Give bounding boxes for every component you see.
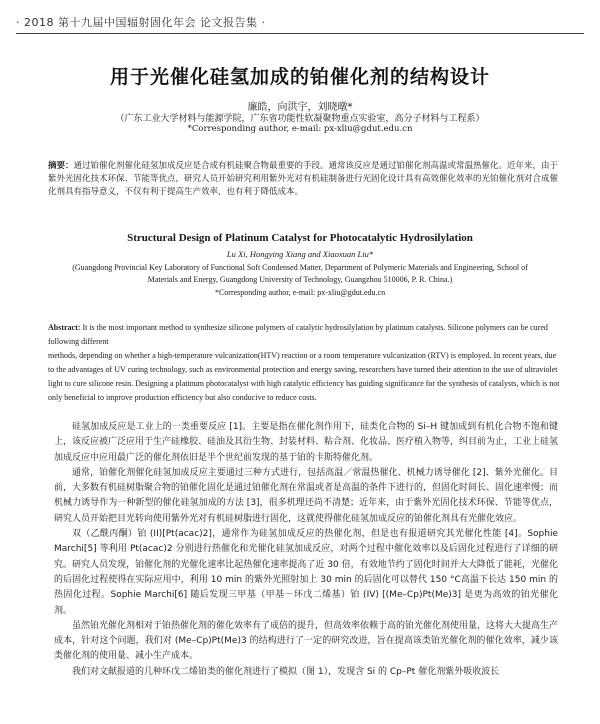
body-paragraph: 硅氢加成反应是工业上的一类重要反应 [1]。主要是指在催化剂作用下，硅类化合物的 Si–H 键加成到有机化合物不饱和键上，该反应被广泛应用于生产硅橡胶、硅油及其衍生物、封装材料、粘合剂、化妆品、医疗植入物等，纠目前为止，工业上硅氢加成反应中应用最广泛的催化剂依旧是半个世纪前发现的基于铂的卡斯特催化剂。 <box>54 422 559 463</box>
en-abstract <box>48 321 562 405</box>
en-abstract-line1: It is the most important method to synthesize silicone polymers of catalytic hydrosilylation by platinum catalysts. Silicone polymers can be cured following different <box>48 323 548 346</box>
en-affiliation: (Guangdong Provincial Key Laboratory of Functional Soft Condensed Matter, Department of Polymeric Materials and Engineering, School of Materials and Energy, Guangdong University of Technology, Guangzhou 510006, P. R. China.) <box>72 263 528 284</box>
body-paragraph: 双（乙酰丙酮）铂 (II)[Pt(acac)2]，通常作为硅氢加成反应的热催化剂，但是也有报道研究其光催化性能 [4]。Sophie Marchi[5] 等利用 Pt(acac)2 分别进行热催化和光催化硅氢加成反应，对两个过程中催化效率以及后固化过程进行了详细的研究。研究人员发现，铂催化剂的光催化速率比起热催化速率提高了近 30 倍，有效地节约了固化时间并大大降低了能耗，光催化的后固化过程使得在实际应用中，利用 10 min 的紫外光照射加上 30 min 的后固化可以替代 150 °C高温下长达 150 min 的热固化过程。Sophie Marchi[6] 随后发现三甲基（甲基－环戊二烯基）铂 (IV) [(Me–Cp)Pt(Me)3] 是更为高效的铂光催化剂。 <box>54 529 558 616</box>
cn-corresponding-email: *Corresponding author, e-mail: px-xliu@gdut.edu.cn <box>187 124 413 134</box>
en-abstract-line2: methods, depending on whether a high-temperature vulcanization(HTV) reaction or a room temperature vulcanization (RTV) is employed. In recent years, due to the advantages of UV curing technology, such as environmental protection and energy saving, researchers have turned their attention to the use of ultraviolet light to cure silicone resin. Designing a platinum photocatalyst with high catalytic efficiency has guiding significance for the synthesis of catalysts, which is not only beneficial to improve production efficiency but also conducive to reduce costs. <box>48 351 560 402</box>
paper-title: 用于光催化硅氢加成的铂催化剂的结构设计 <box>109 66 490 88</box>
body-paragraph: 虽然铂光催化剂相对于铂热催化剂的催化效率有了成倍的提升，但高效率依赖于高的铂光催化剂使用量，这将大大提高生产成本，针对这个问题，我们对 (Me–Cp)Pt(Me)3 的结构进行了一定的研究改进，旨在提高该类铂光催化剂的催化效率，减少该类催化剂的使用量、减小生产成本。 <box>54 620 559 662</box>
body-text <box>54 420 558 680</box>
cn-abstract-text: 通过铂催化剂催化硅氢加成反应是合成有机硅聚合物最重要的手段。通常该反应是通过铂催化剂高温或常温热催化。近年来，由于紫外光固化技术环保、节能等优点，研究人员开始研究利用紫外光对有机硅制备进行光固化设计具有高效催化效率的光铂催化剂对合成催化剂具有指导意义，不仅有利于提高生产效率，也有利于降低成本。 <box>48 161 559 197</box>
cn-abstract <box>48 160 560 199</box>
body-paragraph: 通常，铂催化剂催化硅氢加成反应主要通过三种方式进行，包括高温／常温热催化、机械力诱导催化 [2]、紫外光催化。目前，大多数有机硅树脂聚合物的铂催化固化是通过铂催化剂在常温或者是高温的条件下进行的，但固化时间长、固化速率慢；而机械力诱导作为一种新型的催化硅氢加成的方法 [3]，很多机理还尚不清楚；近年来，由于紫外光固化技术环保、节能等优点，研究人员开始把目光转向使用紫外光对有机硅树脂进行固化，这就使得催化硅氢加成反应的铂催化剂具有光催化效应。 <box>54 467 559 524</box>
cn-authors: 廉皓，向洪宇，刘晓暾* <box>247 102 353 113</box>
en-abstract-label: Abstract: <box>48 323 81 332</box>
en-corresponding-email: *Corresponding author, e-mail: px-xliu@gdut.edu.cn <box>214 288 386 297</box>
en-title: Structural Design of Platinum Catalyst for Photocatalytic Hydrosilylation <box>127 232 473 244</box>
body-paragraph: 我们对文献报道的几种环戊二烯铂类的催化剂进行了模拟（图 1），发现含 Si 的 Cp–Pt 催化剂紫外吸收波长 <box>72 666 500 677</box>
en-authors: Lu Xi, Hongying Xiang and Xiaoxuan Liu* <box>226 249 374 259</box>
cn-abstract-label: 摘要： <box>48 161 74 171</box>
cn-affiliation: （广东工业大学材料与能源学院，广东省功能性软凝聚物重点实验室，高分子材料与工程系） <box>115 114 485 124</box>
running-header: · 2018 第十九届中国辐射固化年会 论文报告集 · <box>16 14 584 34</box>
